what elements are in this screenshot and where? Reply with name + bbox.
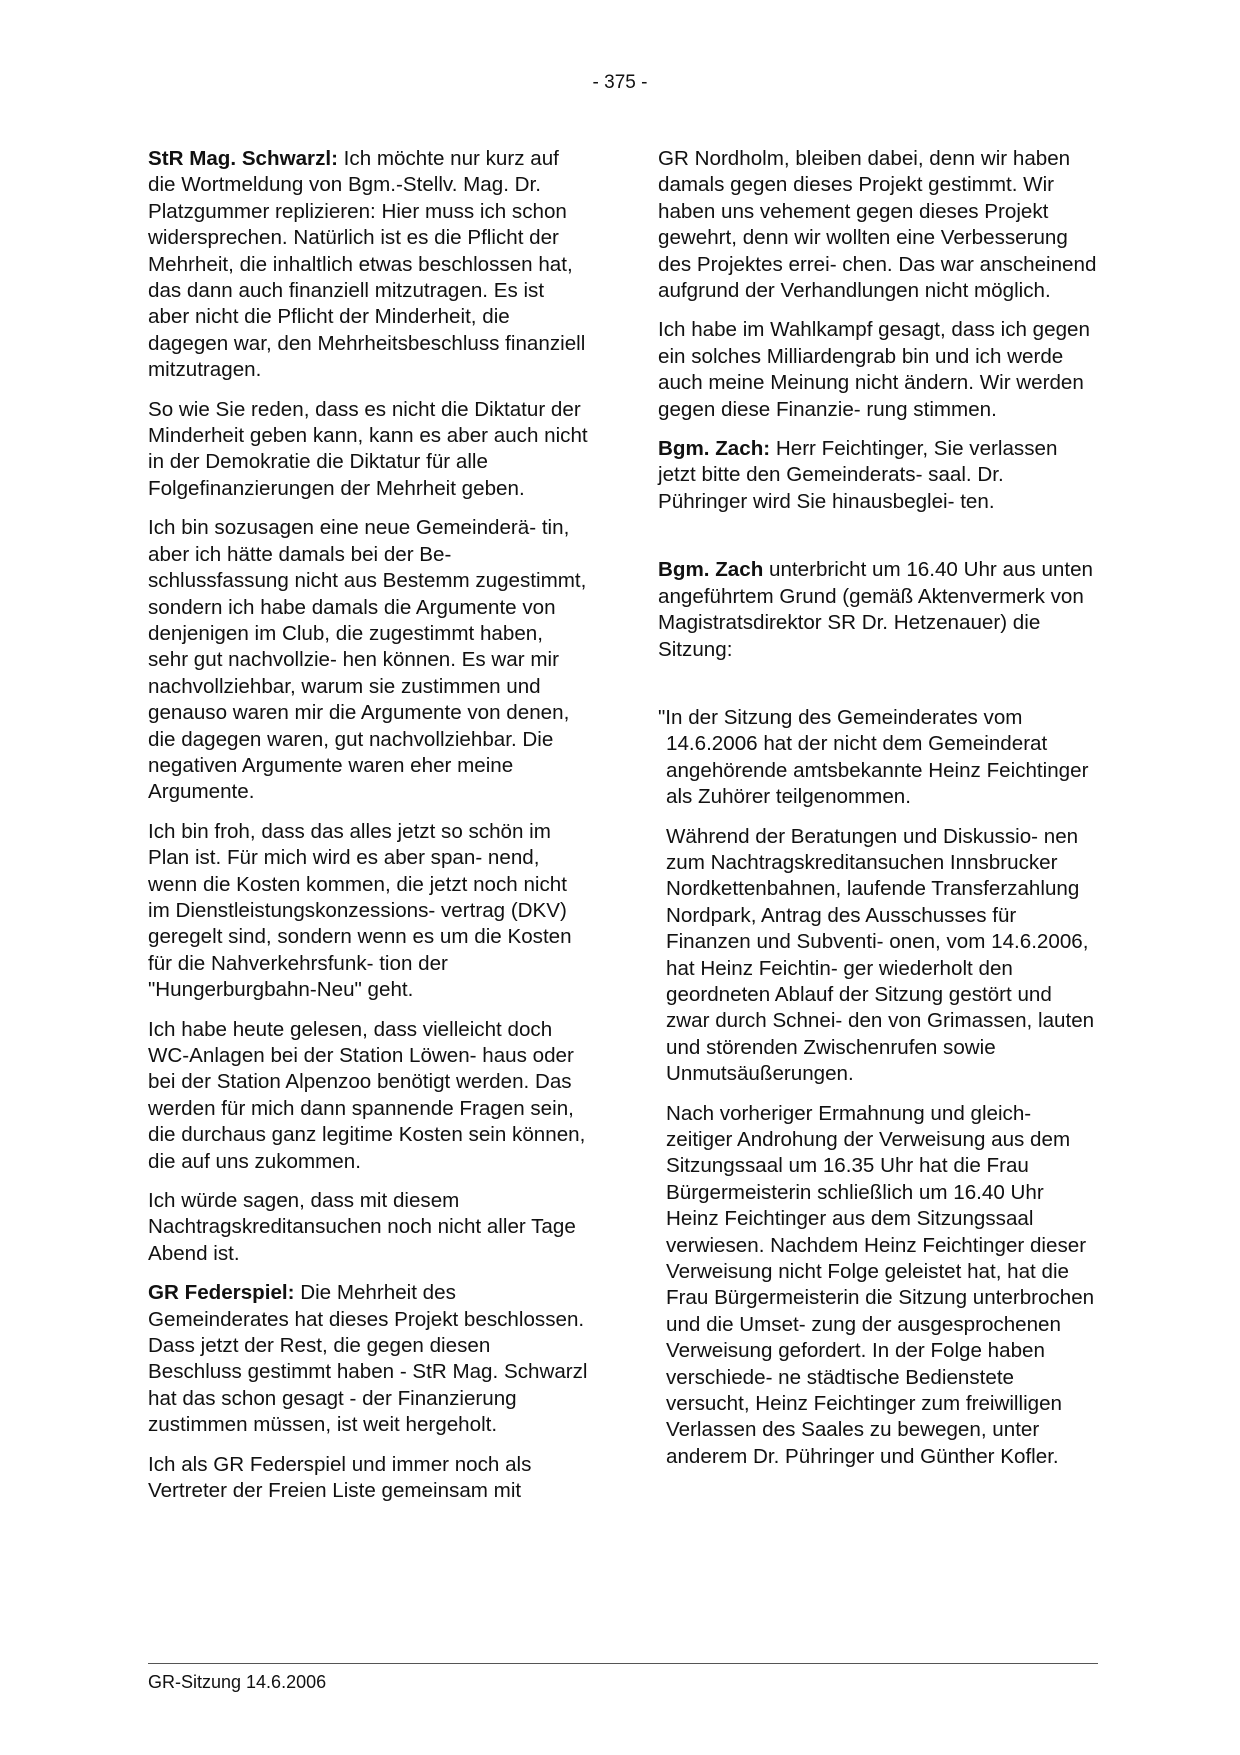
right-column bbox=[658, 146, 1098, 1483]
quote-paragraph: Während der Beratungen und Diskussio- nen zum Nachtragskreditansuchen Innsbrucker Nordkettenbahnen, laufende Transferzahlung Nordpark, Antrag des Ausschusses für Finanzen und Subventi- onen, vom 14.6.2006, hat Heinz Feichtin- ger wiederholt den geordneten Ablauf der Sitzung gestört und zwar durch Schnei- den von Grimassen, lauten und störenden Zwischenrufen sowie Unmutsäußerungen. bbox=[666, 824, 1095, 1086]
speaker-name: Bgm. Zach bbox=[658, 558, 764, 582]
paragraph-text: Herr Feichtinger, Sie verlassen jetzt bitte den Gemeinderats- saal. Dr. Pühringer wird Sie hinausbeglei- ten. bbox=[658, 437, 1058, 513]
paragraph: Ich bin sozusagen eine neue Gemeinderä- tin, aber ich hätte damals bei der Be- schlussfassung nicht aus Bestemm zugestimmt, sondern ich habe damals die Argumente von denjenigen im Club, die zugestimmt haben, sehr gut nachvollzie- hen können. Es war mir nachvollziehbar, warum sie zustimmen und genauso waren mir die Argumente von denen, die dagegen waren, gut nachvollziehbar. Die negativen Argumente waren eher meine Argumente. bbox=[148, 516, 587, 804]
paragraph: Ich würde sagen, dass mit diesem Nachtragskreditansuchen noch nicht aller Tage Abend ist. bbox=[148, 1189, 576, 1265]
paragraph bbox=[658, 557, 1098, 663]
paragraph bbox=[148, 146, 588, 384]
left-column bbox=[148, 146, 588, 1518]
paragraph bbox=[148, 1280, 588, 1438]
paragraph-text: unterbricht um 16.40 Uhr aus unten angeführtem Grund (gemäß Aktenvermerk von Magistratsdirektor SR Dr. Hetzenauer) die Sitzung: bbox=[658, 558, 1093, 661]
quote-text: 14.6.2006 hat der nicht dem Gemeinderat angehörende amtsbekannte Heinz Feichtinger als Zuhörer teilgenommen. bbox=[666, 732, 1089, 809]
paragraph-text: Die Mehrheit des Gemeinderates hat dieses Projekt beschlossen. Dass jetzt der Rest, die gegen diesen Beschluss gestimmt haben - StR Mag. Schwarzl hat das schon gesagt - der Finanzierung zustimmen müssen, ist weit hergeholt. bbox=[148, 1281, 588, 1437]
paragraph: So wie Sie reden, dass es nicht die Diktatur der Minderheit geben kann, kann es aber auch nicht in der Demokratie die Diktatur für alle Folgefinanzierungen der Mehrheit geben. bbox=[148, 397, 588, 500]
page-number: - 375 - bbox=[592, 72, 648, 93]
paragraph-text: Ich möchte nur kurz auf die Wortmeldung von Bgm.-Stellv. Mag. Dr. Platzgummer replizieren: Hier muss ich schon widersprechen. Natürlich ist es die Pflicht der Mehrheit, die inhaltlich etwas beschlossen hat, das dann auch finanziell mitzutragen. Es ist aber nicht die Pflicht der Minderheit, die dagegen war, den Mehrheitsbeschluss finanziell mitzutragen. bbox=[148, 147, 586, 382]
speaker-name: StR Mag. Schwarzl: bbox=[148, 147, 338, 170]
quote-first-line: "In der Sitzung des Gemeinderates vom bbox=[658, 705, 1023, 729]
paragraph: Ich habe heute gelesen, dass vielleicht doch WC-Anlagen bei der Station Löwen- haus oder bei der Station Alpenzoo benötigt werden. Das werden für mich dann spannende Fragen sein, die durchaus ganz legitime Kosten sein können, die auf uns zukommen. bbox=[148, 1017, 586, 1173]
paragraph: Ich als GR Federspiel und immer noch als Vertreter der Freien Liste gemeinsam mit bbox=[148, 1452, 532, 1503]
paragraph: Ich bin froh, dass das alles jetzt so schön im Plan ist. Für mich wird es aber span- nend, wenn die Kosten kommen, die jetzt noch nicht im Dienstleistungskonzessions- vertrag (DKV) geregelt sind, sondern wenn es um die Kosten für die Nahverkehrsfunk- tion der "Hungerburgbahn-Neu" geht. bbox=[148, 819, 572, 1002]
speaker-name: GR Federspiel: bbox=[148, 1281, 295, 1305]
paragraph: Ich habe im Wahlkampf gesagt, dass ich gegen ein solches Milliardengrab bin und ich werde auch meine Meinung nicht ändern. Wir werden gegen diese Finanzie- rung stimmen. bbox=[658, 318, 1090, 421]
quote-paragraph: Nach vorheriger Ermahnung und gleich- zeitiger Androhung der Verweisung aus dem Sitzungssaal um 16.35 Uhr hat die Frau Bürgermeisterin schließlich um 16.40 Uhr Heinz Feichtinger aus dem Sitzungssaal verwiesen. Nachdem Heinz Feichtinger dieser Verweisung nicht Folge geleistet hat, hat die Frau Bürgermeisterin die Sitzung unterbrochen und die Umset- zung der ausgesprochenen Verweisung gefordert. In der Folge haben verschiede- ne städtische Bedienstete versucht, Heinz Feichtinger zum freiwilligen Verlassen des Saales zu bewegen, unter anderem Dr. Pühringer und Günther Kofler. bbox=[666, 1101, 1095, 1468]
paragraph bbox=[658, 436, 1098, 515]
quote-paragraph bbox=[658, 705, 1098, 811]
footer-divider bbox=[148, 1663, 1098, 1664]
paragraph: GR Nordholm, bleiben dabei, denn wir haben damals gegen dieses Projekt gestimmt. Wir haben uns vehement gegen dieses Projekt gewehrt, denn wir wollten eine Verbesserung des Projektes errei- chen. Das war anscheinend aufgrund der Verhandlungen nicht möglich. bbox=[658, 147, 1097, 303]
footer-text: GR-Sitzung 14.6.2006 bbox=[148, 1672, 327, 1692]
speaker-name: Bgm. Zach: bbox=[658, 437, 771, 461]
